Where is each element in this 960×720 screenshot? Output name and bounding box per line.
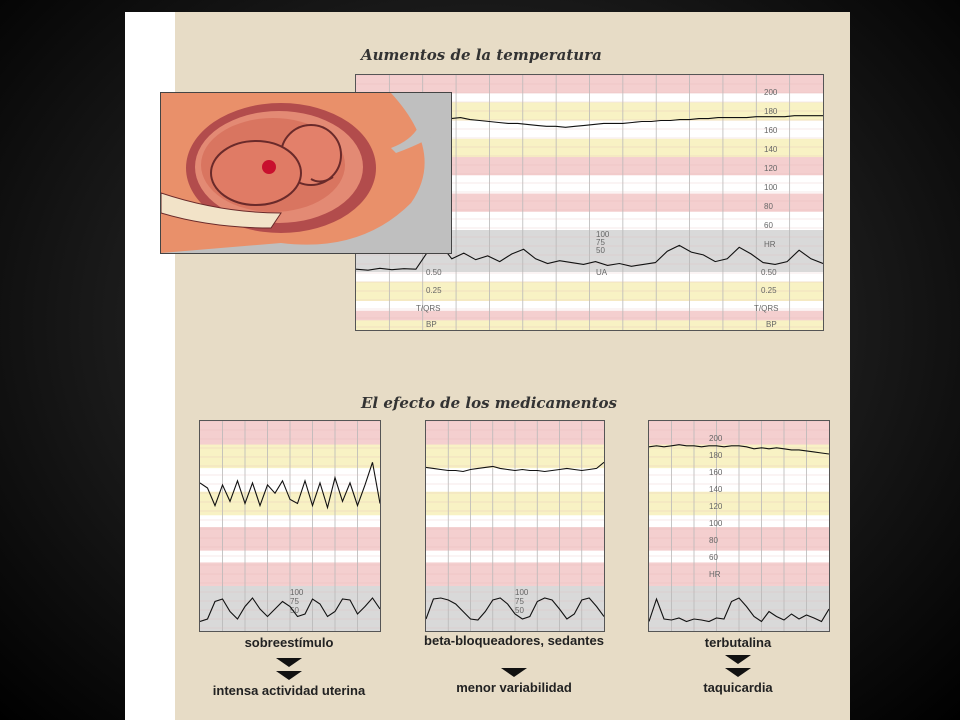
result-overstimulation: intensa actividad uterina [212, 683, 366, 698]
hr-tick-label: 200 [709, 434, 723, 443]
ua-tick-label: 100 [290, 588, 304, 597]
ctg-strip-overstimulation [199, 420, 381, 632]
heading-temperature: Aumentos de la temperatura [361, 46, 602, 64]
arrow-down-icon [276, 658, 302, 667]
hr-tick-label: 140 [709, 485, 723, 494]
hr-tick-label: 160 [709, 468, 723, 477]
ua-label: UA [596, 268, 608, 277]
result-beta-blockers: menor variabilidad [456, 680, 572, 695]
side-label: BP [426, 320, 437, 329]
caption-terbutaline: terbutalina [704, 635, 772, 650]
ua-tick-label: 50 [515, 606, 524, 615]
hr-tick-label: 80 [764, 202, 773, 211]
caption-beta-blockers: beta-bloqueadores, sedantes [424, 633, 604, 648]
ua-tick-label: 50 [290, 606, 299, 615]
hr-tick-label: HR [764, 240, 776, 249]
side-label: T/QRS [754, 304, 779, 313]
side-label: BP [766, 320, 777, 329]
ua-tick-label: 75 [290, 597, 299, 606]
hr-tick-label: 160 [764, 126, 778, 135]
ctg-chart-terbutaline [649, 421, 829, 631]
side-label: 0.50 [761, 268, 777, 277]
hr-tick-label: 140 [764, 145, 778, 154]
arrow-down-icon [276, 671, 302, 680]
side-label: 0.25 [761, 286, 777, 295]
slide [125, 12, 850, 720]
hr-tick-label: 180 [709, 451, 723, 460]
side-label: T/QRS [416, 304, 441, 313]
hr-tick-label: 180 [764, 107, 778, 116]
hr-tick-label: 80 [709, 536, 718, 545]
hr-tick-label: HR [709, 570, 721, 579]
ua-tick-label: 100 [596, 230, 610, 239]
ctg-chart-beta-blockers [426, 421, 604, 631]
hr-tick-label: 120 [709, 502, 723, 511]
ctg-strip-terbutaline [648, 420, 830, 632]
ua-tick-label: 100 [515, 588, 529, 597]
caption-overstimulation: sobreestímulo [244, 635, 334, 650]
heading-medications: El efecto de los medicamentos [361, 394, 617, 412]
hr-tick-label: 100 [709, 519, 723, 528]
result-terbutaline: taquicardia [703, 680, 773, 695]
arrow-down-icon [501, 668, 527, 677]
ctg-chart-overstimulation [200, 421, 380, 631]
hr-tick-label: 60 [764, 221, 773, 230]
arrow-down-icon [725, 655, 751, 664]
ua-tick-label: 75 [515, 597, 524, 606]
side-label: 0.25 [426, 286, 442, 295]
arrow-down-icon [725, 668, 751, 677]
hr-tick-label: 60 [709, 553, 718, 562]
hr-tick-label: 100 [764, 183, 778, 192]
ctg-strip-beta-blockers [425, 420, 605, 632]
ua-tick-label: 50 [596, 246, 605, 255]
hr-tick-label: 200 [764, 88, 778, 97]
side-label: 0.50 [426, 268, 442, 277]
fetus-in-uterus-icon [160, 92, 452, 254]
ua-tick-label: 75 [596, 238, 605, 247]
hr-tick-label: 120 [764, 164, 778, 173]
